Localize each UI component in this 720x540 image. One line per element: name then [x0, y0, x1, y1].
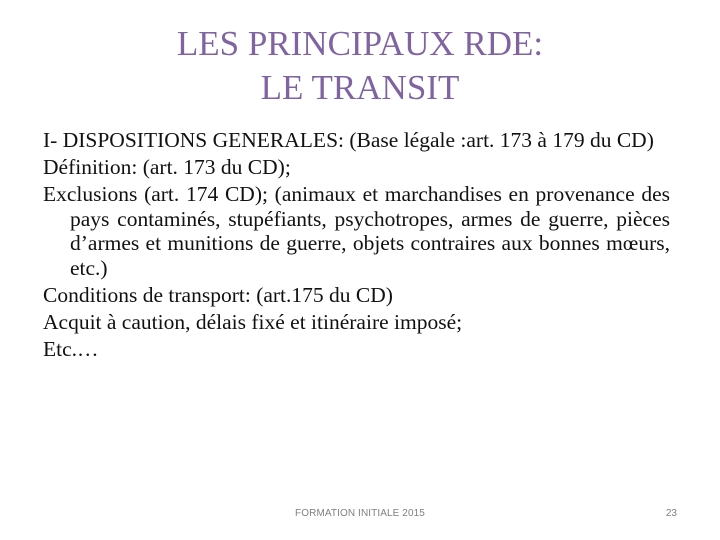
paragraph-definition: Définition: (art. 173 du CD); — [43, 155, 291, 179]
slide-title-line-2: LE TRANSIT — [260, 68, 460, 107]
page-number: 23 — [665, 508, 677, 519]
slide-body — [43, 128, 670, 364]
paragraph-conditions-transport: Conditions de transport: (art.175 du CD) — [43, 282, 393, 307]
paragraph-exclusions: Exclusions (art. 174 CD); (animaux et marchandises en provenance des pays contaminés, stupéfiants, psychotropes, armes de guerre, pièces d’armes et munitions de guerre, objets contraires aux bonnes mœurs, etc.) — [43, 182, 670, 280]
slide-title — [0, 22, 720, 110]
paragraph-dispositions-generales: I- DISPOSITIONS GENERALES: (Base légale :art. 173 à 179 du CD) — [43, 128, 654, 152]
paragraph-etc: Etc.… — [43, 336, 99, 361]
slide-title-line-1: LES PRINCIPAUX RDE: — [176, 24, 544, 63]
footer-label: FORMATION INITIALE 2015 — [295, 508, 425, 519]
paragraph-acquit-a-caution: Acquit à caution, délais fixé et itinéraire imposé; — [43, 309, 463, 334]
